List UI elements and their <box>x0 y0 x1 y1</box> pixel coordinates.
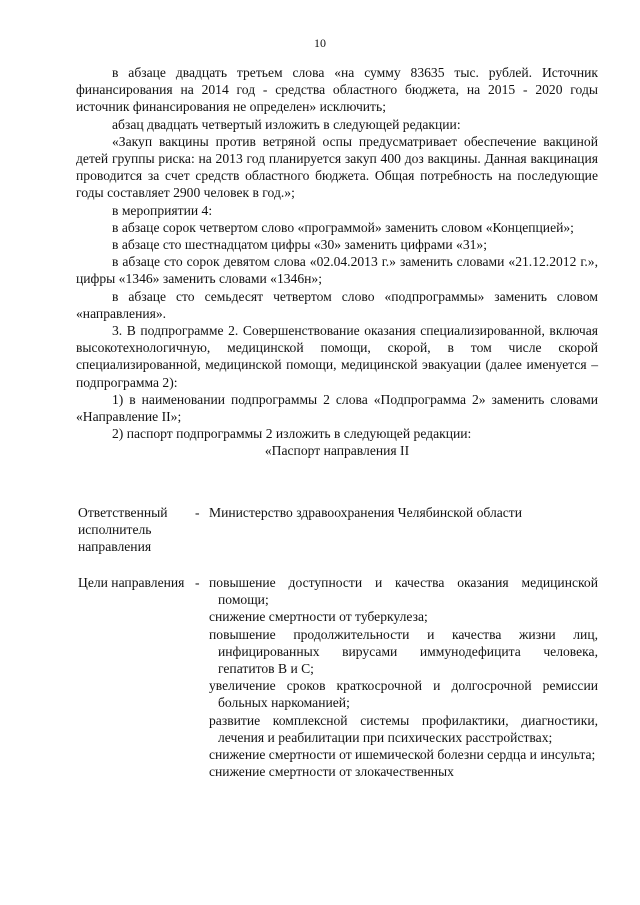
responsible-value: Министерство здравоохранения Челябинской области <box>209 505 523 520</box>
responsible-label: Ответственный исполнитель направления <box>78 505 168 555</box>
goal-item: снижение смертности от злокачественных <box>209 764 454 780</box>
paragraph: в абзаце сто шестнадцатом цифры «30» заменить цифрами «31»; <box>112 237 487 253</box>
paragraph: 3. В подпрограмме 2. Совершенствование оказания специализированной, включая высокотехнологичную, медицинской помощи, скорой, в том числе скорой специализированной, медицинской помощи, медицинской эвакуации (далее именуется – подпрограмма 2): <box>76 323 598 390</box>
paragraph: 1) в наименовании подпрограммы 2 слова «Подпрограмма 2» заменить словами «Направление II»; <box>76 391 598 425</box>
paragraph: в мероприятии 4: <box>112 202 213 218</box>
paragraph: 2) паспорт подпрограммы 2 изложить в следующей редакции: <box>112 426 472 442</box>
row-dash: - <box>195 575 200 590</box>
goal-item: развитие комплексной системы профилактики, диагностики, лечения и реабилитации при психических расстройствах; <box>209 712 598 745</box>
paragraph: в абзаце двадцать третьем слова «на сумму 83635 тыс. рублей. Источник финансирования на 2014 год - средства областного бюджета, на 2015 - 2020 годы источник финансирования не определен» исключить; <box>76 65 598 115</box>
paragraph: в абзаце сто семьдесят четвертом слово «подпрограммы» заменить словом «направления». <box>76 288 598 321</box>
row-dash: - <box>195 505 200 520</box>
goal-item: увеличение сроков краткосрочной и долгосрочной ремиссии больных наркоманией; <box>209 678 598 711</box>
goal-item: повышение продолжительности и качества жизни лиц, инфицированных вирусами иммунодефицита человека, гепатитов B и C; <box>209 626 598 677</box>
goal-item: повышение доступности и качества оказания медицинской помощи; <box>209 575 598 608</box>
passport-title: «Паспорт направления II <box>264 443 410 459</box>
paragraph: «Закуп вакцины против ветряной оспы предусматривает обеспечение вакциной детей группы риска: на 2013 год планируется закуп 400 доз вакцины. Данная вакцинация проводится за счет средств областного бюджета. Общая потребность на последующие годы составляет 2900 человек в год.»; <box>76 133 598 201</box>
page-number: 10 <box>314 36 326 50</box>
paragraph: в абзаце сорок четвертом слово «программой» заменить словом «Концепцией»; <box>112 219 574 235</box>
goals-label: Цели направления <box>78 575 185 590</box>
goal-item: снижение смертности от ишемической болезни сердца и инсульта; <box>209 747 596 763</box>
goal-item: снижение смертности от туберкулеза; <box>209 609 428 625</box>
paragraph: абзац двадцать четвертый изложить в следующей редакции: <box>112 116 461 132</box>
goals-list <box>209 574 598 780</box>
document-body <box>76 64 598 460</box>
paragraph: в абзаце сто сорок девятом слова «02.04.2013 г.» заменить словами «21.12.2012 г.», цифры «1346» заменить словами «1346н»; <box>76 254 598 287</box>
